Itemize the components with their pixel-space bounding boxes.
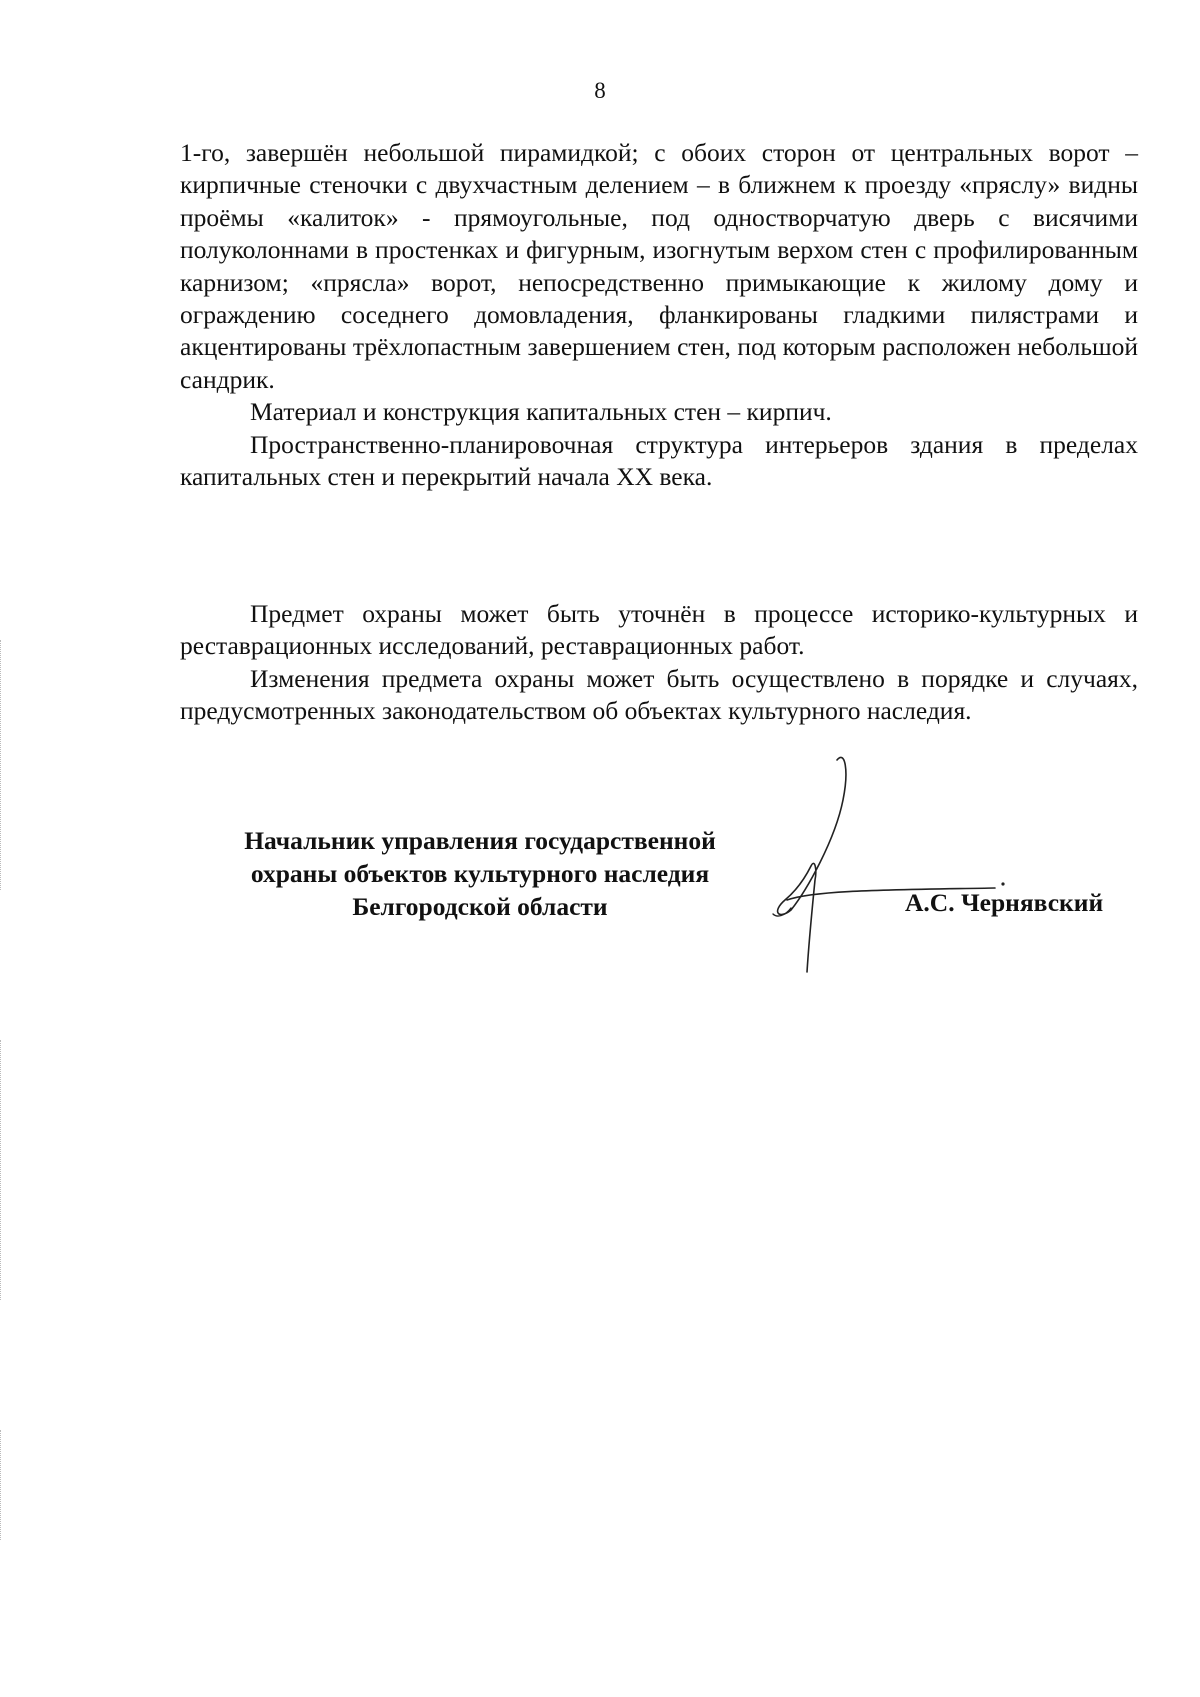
text-block-description (180, 137, 1138, 493)
scan-edge-mark-top (0, 640, 3, 890)
page-number: 8 (594, 78, 606, 103)
paragraph: Изменения предмета охраны может быть осуществлено в порядке и случаях, предусмотренных законодательством об объектах культурного наследия. (180, 663, 1138, 726)
paragraph: 1-го, завершён небольшой пирамидкой; с обоих сторон от центральных ворот – кирпичные стеночки с двухчастным делением – в ближнем к проезду «пряслу» видны проёмы «калиток» - прямоугольные, под одностворчатую дверь с висячими полуколоннами в простенках и фигурным, изогнутым верхом стен с профилированным карнизом; «прясла» ворот, непосредственно примыкающие к жилому дому и ограждению соседнего домовладения, фланкированы гладкими пилястрами и акцентированы трёхлопастным завершением стен, под которым расположен небольшой сандрик. (180, 138, 1138, 394)
handwritten-signature (745, 740, 1015, 980)
signatory-title-line: охраны объектов культурного наследия (250, 859, 710, 888)
paragraph: Пространственно-планировочная структура интерьеров здания в пределах капитальных стен и перекрытий начала XX века. (180, 429, 1138, 492)
signatory-title-line: Начальник управления государственной (244, 826, 716, 855)
signatory-name: А.С. Чернявский (905, 888, 1104, 917)
scan-edge-mark-bottom (0, 1430, 3, 1540)
signatory-title-line: Белгородской области (352, 892, 608, 921)
paragraph: Материал и конструкция капитальных стен – кирпич. (250, 397, 832, 427)
scan-edge-mark-middle (0, 1040, 3, 1300)
paragraph: Предмет охраны может быть уточнён в процессе историко-культурных и реставрационных исследований, реставрационных работ. (180, 599, 1138, 661)
text-block-notes (180, 598, 1138, 728)
signatory-title (190, 824, 770, 923)
